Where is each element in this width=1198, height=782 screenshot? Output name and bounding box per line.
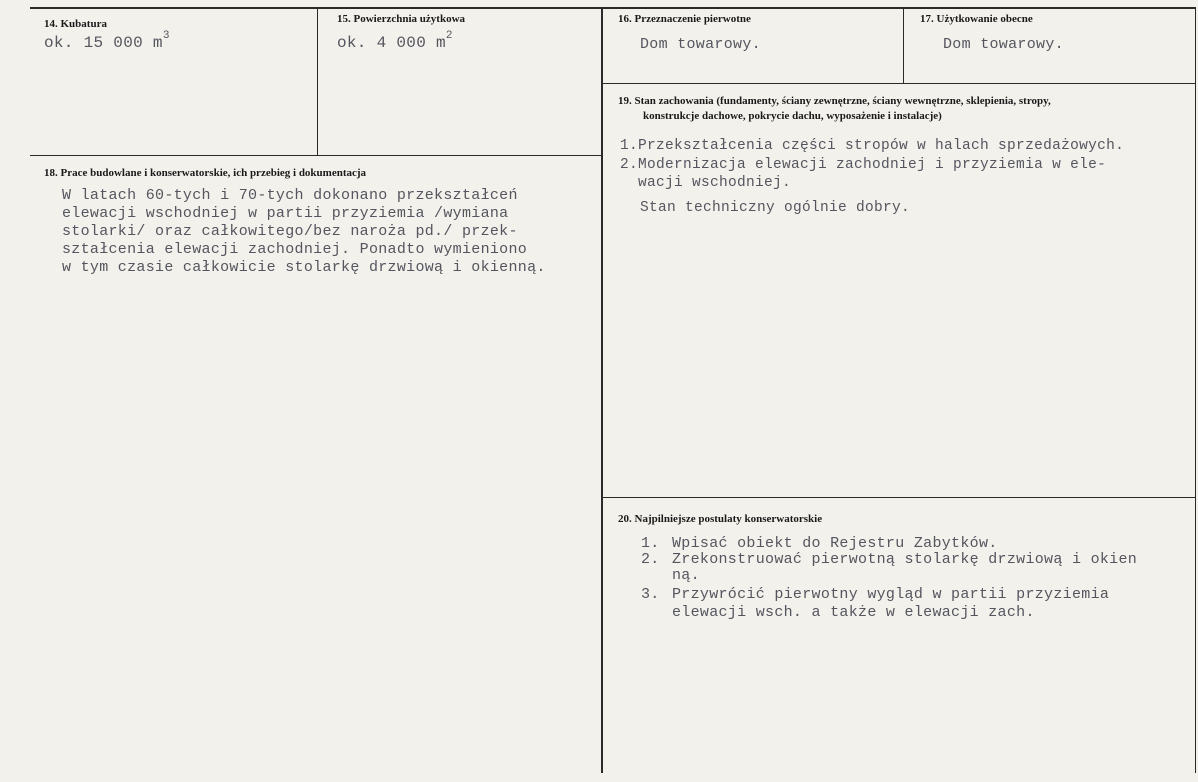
przeznaczenie-label: 16. Przeznaczenie pierwotne bbox=[618, 13, 751, 25]
prace-line: W latach 60-tych i 70-tych dokonano przekształceń bbox=[62, 187, 518, 204]
divider-16-17 bbox=[903, 7, 904, 83]
postulat-number: 2. bbox=[641, 551, 660, 568]
uzytkowanie-value: Dom towarowy. bbox=[943, 36, 1064, 53]
uzytkowanie-label: 17. Użytkowanie obecne bbox=[920, 13, 1033, 25]
stan-line: wacji wschodniej. bbox=[620, 175, 792, 191]
kubatura-value: ok. 15 000 $m^3$ bbox=[44, 30, 170, 52]
divider-15-16 bbox=[601, 7, 603, 773]
prace-line: elewacji wschodniej w partii przyziemia /wymiana bbox=[62, 205, 509, 222]
stan-label-1: 19. Stan zachowania (fundamenty, ściany zewnętrzne, ściany wewnętrzne, sklepienia, stropy, bbox=[618, 95, 1051, 107]
powierzchnia-value: ok. 4 000 $m^2$ bbox=[337, 30, 453, 52]
postulat-text: elewacji wsch. a także w elewacji zach. bbox=[672, 604, 1035, 621]
powierzchnia-label: 15. Powierzchnia użytkowa bbox=[337, 13, 466, 25]
divider-row-18 bbox=[30, 155, 602, 156]
postulaty-label: 20. Najpilniejsze postulaty konserwatorskie bbox=[618, 513, 823, 525]
prace-line: stolarki/ oraz całkowitego/bez naroża pd./ przek- bbox=[62, 223, 518, 240]
top-border bbox=[30, 7, 1196, 9]
kubatura-label: 14. Kubatura bbox=[44, 18, 107, 30]
postulat-number: 3. bbox=[641, 586, 660, 603]
divider-14-15 bbox=[317, 7, 318, 155]
stan-summary: Stan techniczny ogólnie dobry. bbox=[640, 200, 911, 216]
prace-label: 18. Prace budowlane i konserwatorskie, ich przebieg i dokumentacja bbox=[44, 167, 367, 179]
divider-16-19 bbox=[601, 83, 1196, 84]
postulat-text: Przywrócić pierwotny wygląd w partii przyziemia bbox=[672, 586, 1110, 603]
prace-line: ształcenia elewacji zachodniej. Ponadto wymieniono bbox=[62, 241, 528, 258]
postulat-text: Zrekonstruować pierwotną stolarkę drzwiową i okien bbox=[672, 551, 1138, 568]
prace-line: w tym czasie całkowicie stolarkę drzwiową i okienną. bbox=[62, 259, 546, 276]
postulat-text: Wpisać obiekt do Rejestru Zabytków. bbox=[672, 535, 998, 552]
stan-line: 2.Modernizacja elewacji zachodniej i przyziemia w ele- bbox=[620, 157, 1107, 173]
right-border bbox=[1195, 7, 1196, 773]
stan-line: 1.Przekształcenia części stropów w halach sprzedażowych. bbox=[620, 138, 1125, 154]
przeznaczenie-value: Dom towarowy. bbox=[640, 36, 761, 53]
divider-19-20 bbox=[601, 497, 1196, 498]
postulat-text: ną. bbox=[672, 567, 700, 584]
stan-label-2: konstrukcje dachowe, pokrycie dachu, wyposażenie i instalacje) bbox=[643, 110, 942, 122]
postulat-number: 1. bbox=[641, 535, 660, 552]
